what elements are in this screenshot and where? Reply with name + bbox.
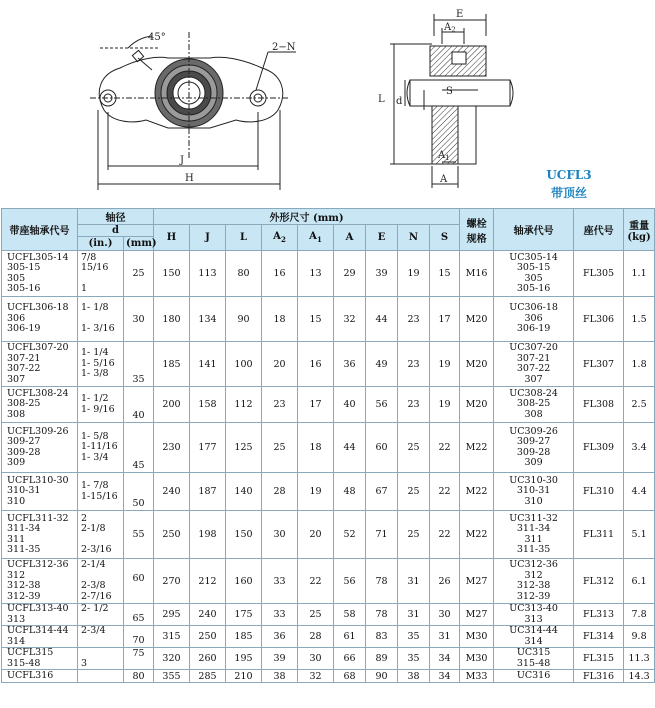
header-h: H [154,225,190,251]
header-a1: $A_1$ [298,225,334,251]
header-shaft: 轴径 [78,209,154,225]
a2-label: $A_2$ [444,22,456,34]
table-row: UCFL306-18 306 306-19 1- 1/8 1- 3/16 30 180 134 90 18 15 32 44 23 17 M20 UC306-18 306 306-19 FL306 1.5 [2,297,655,342]
d-label: d [396,96,403,107]
h-label: H [185,173,194,184]
header-bolt: 螺栓规格 [460,209,494,251]
table-row: UCFL305-14 305-15 305 305-16 7/8 15/16 1 25 150 113 80 16 13 29 39 19 15 M16 UC305-14 305-15 305 305-16 FL305 1.1 [2,251,655,297]
e-label: E [456,9,464,20]
header-inch: (in.) [78,237,124,251]
header-mm: (mm) [124,237,154,251]
a1-label: $A_1$ [438,150,450,162]
model-caption: UCFL3 [546,168,592,182]
angle-label: 45° [148,32,166,43]
header-bearing: 轴承代号 [494,209,574,251]
header-housed-unit: 带座轴承代号 [2,209,78,251]
table-row: UCFL313-40 313 2- 1/2 65 295 240 175 33 25 58 78 31 30 M27 UC313-40 313 FL313 7.8 [2,604,655,626]
table-row: UCFL316 80 355 285 210 38 32 68 90 38 34 M33 UC316 FL316 14.3 [2,670,655,683]
header-shaft-d: d [78,225,154,237]
j-label: J [180,155,185,166]
table-row: UCFL309-26 309-27 309-28 309 1- 5/8 1-11/16 1- 3/4 45 230 177 125 25 18 44 60 25 22 M22 UC309-26 309-27 309-28 309 FL309 3.4 [2,423,655,473]
header-e: E [366,225,398,251]
header-dimensions: 外形尺寸 (mm) [154,209,460,225]
table-row: UCFL310-30 310-31 310 1- 7/8 1-15/16 50 240 187 140 28 19 48 67 25 22 M22 UC310-30 310-31 310 FL310 4.4 [2,473,655,511]
material-caption: 带顶丝 [550,186,587,200]
header-a: A [334,225,366,251]
table-row: UCFL307-20 307-21 307-22 307 1- 1/4 1- 5/16 1- 3/8 35 185 141 100 20 16 36 49 23 19 M20 UC307-20 307-21 307-22 307 FL307 1.8 [2,342,655,387]
side-view [390,14,513,188]
table-row: UCFL315 315-48 3 75 320 260 195 39 30 66 89 35 34 M30 UC315 315-48 FL315 11.3 [2,648,655,670]
table-row: UCFL314-44 314 2-3/4 70 315 250 185 36 28 61 83 35 31 M30 UC314-44 314 FL314 9.8 [2,626,655,648]
header-housing: 座代号 [574,209,624,251]
l-label: L [378,94,385,105]
holes-label: 2−N [272,42,296,53]
s-label: S [446,86,453,97]
header-s: S [430,225,460,251]
header-weight: 重量(kg) [624,209,655,251]
dimensions-table [1,208,655,683]
header-n: N [398,225,430,251]
table-row: UCFL312-36 312 312-38 312-39 2-1/4 2-3/8 2-7/16 60 270 212 160 33 22 56 78 31 26 M27 UC312-36 312 312-38 312-39 FL312 6.1 [2,559,655,604]
table-row: UCFL311-32 311-34 311 311-35 2 2-1/8 2-3/16 55 250 198 150 30 20 52 71 25 22 M22 UC311-32 311-34 311 311-35 FL311 5.1 [2,511,655,559]
table-row: UCFL308-24 308-25 308 1- 1/2 1- 9/16 40 200 158 112 23 17 40 56 23 19 M20 UC308-24 308-25 308 FL308 2.5 [2,387,655,423]
a-label: A [440,174,448,185]
header-l: L [226,225,262,251]
header-j: J [190,225,226,251]
front-view [90,32,296,190]
header-a2: $A_2$ [262,225,298,251]
